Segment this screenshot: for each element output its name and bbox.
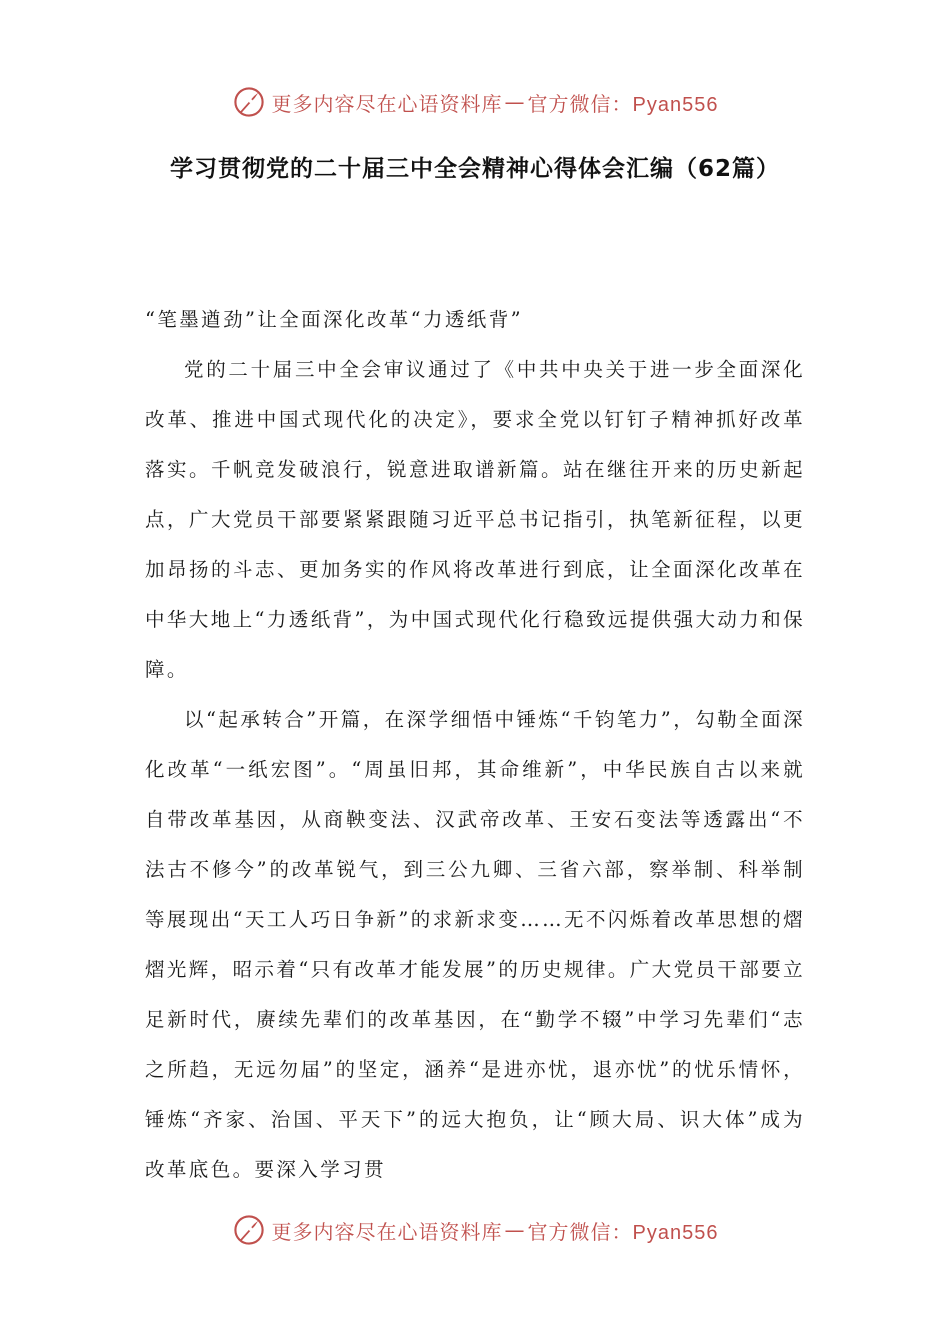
body-paragraph: 党的二十届三中全会审议通过了《中共中央关于进一步全面深化改革、推进中国式现代化的决定》，要求全党以钉钉子精神抓好改革落实。千帆竞发破浪行，锐意进取谱新篇。站在继往开来的历史新起点，广大党员干部要紧紧跟随习近平总书记指引，执笔新征程，以更加昂扬的斗志、更加务实的作风将改革进行到底，让全面深化改革在中华大地上“力透纸背”，为中国式现代化行稳致远提供强大动力和保障。 [145,358,805,681]
banner-text: 更多内容尽在心语资料库 [271,1219,503,1244]
banner-handle: 官方微信：Pyan556 [527,1221,719,1244]
banner-text: 更多内容尽在心语资料库 [271,91,503,116]
body-paragraph: 以“起承转合”开篇，在深学细悟中锤炼“千钧笔力”，勾勒全面深化改革“一纸宏图”。“周虽旧邦，其命维新”，中华民族自古以来就自带改革基因，从商鞅变法、汉武帝改革、王安石变法等透露出“不法古不修今”的改革锐气，到三公九卿、三省六部，察举制、科举制等展现出“天工人巧日争新”的求新求变……无不闪烁着改革思想的熠熠光辉，昭示着“只有改革才能发展”的历史规律。广大党员干部要立足新时代，赓续先辈们的改革基因，在“勤学不辍”中学习先辈们“志之所趋，无远勿届”的坚定，涵养“是进亦忧，退亦忧”的忧乐情怀，锤炼“齐家、治国、平天下”的远大抱负，让“顾大局、识大体”成为改革底色。要深入学习贯 [145,708,805,1181]
header-banner [0,82,950,122]
banner-handle: 官方微信：Pyan556 [527,93,719,116]
pen-nib-logo-icon [232,85,266,119]
banner-separator: — [504,90,526,114]
banner-separator: — [504,1218,526,1242]
document-body [145,295,805,1195]
document-title: 学习贯彻党的二十届三中全会精神心得体会汇编（62篇） [169,156,780,182]
article-subtitle: “笔墨遒劲”让全面深化改革“力透纸背” [145,308,523,331]
footer-banner [0,1210,950,1250]
pen-nib-logo-icon [232,1213,266,1247]
